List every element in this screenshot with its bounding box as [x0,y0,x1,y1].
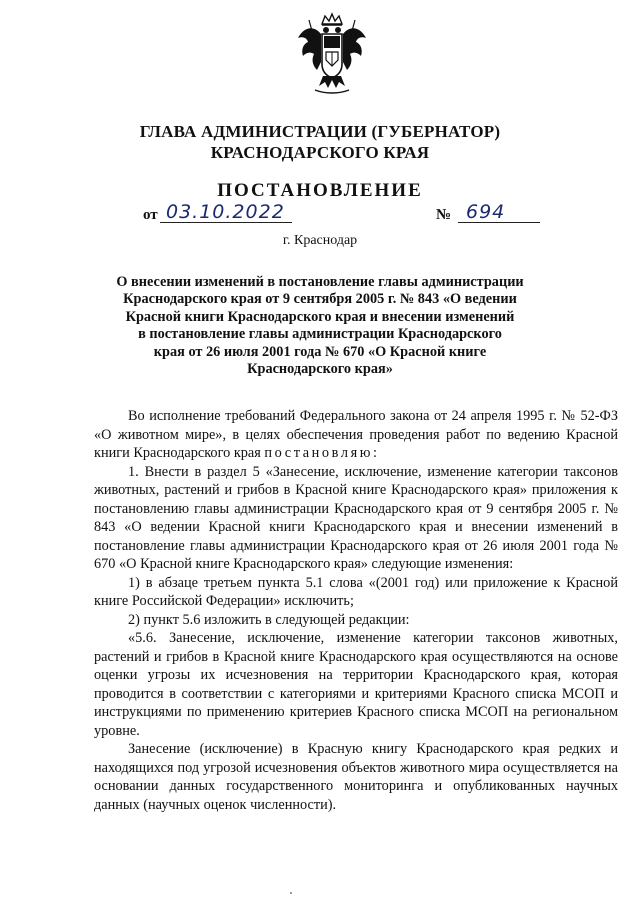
subject-line: Красной книги Краснодарского края и внесении изменений [125,308,515,325]
paragraph-clause-5-6: «5.6. Занесение, исключение, изменение категории таксонов животных, растений и грибов в Красной книге Краснодарского края осуществляются на основе оценки угрозы их исчезновения на территории Краснодарского края, которая проводится в соответствии с категориями и критериями Красного списка МСОП и инструкциями по применению критериев Красного списка МСОП на региональном уровне. [94,630,618,739]
document-type-title: ПОСТАНОВЛЕНИЕ [217,180,423,201]
number-label: № [436,207,452,223]
authority-title-line-1: ГЛАВА АДМИНИСТРАЦИИ (ГУБЕРНАТОР) [139,122,501,141]
subject-line: Краснодарского края от 9 сентября 2005 г. № 843 «О ведении [123,291,517,308]
preamble-text: Во исполнение требований Федерального закона от 24 апреля 1995 г. № 52-ФЗ «О животном мире», в целях обеспечения проведения работ по ведению Красной книги Краснодарского края [94,408,618,461]
subject-line: Краснодарского края» [247,361,393,378]
decree-word: постановляю: [264,445,380,461]
handwritten-date: 03.10.2022 [166,201,285,223]
paragraph-subitem-2: 2) пункт 5.6 изложить в следующей редакции: [128,611,410,628]
handwritten-number: 694 [466,201,506,223]
header-block [0,121,640,202]
paragraph-preamble [94,407,618,463]
paragraph-subitem-1: 1) в абзаце третьем пункта 5.1 слова «(2001 год) или приложение к Красной книге Российской Федерации» исключить; [94,574,618,609]
paragraph-item-1: 1. Внести в раздел 5 «Занесение, исключение, изменение категории таксонов животных, растений и грибов в Красной книге Краснодарского края» приложения к постановлению главы администрации Краснодарского края от 9 сентября 2005 г. № 843 «О ведении Красной книги Краснодарского края и внесении изменений в постановление главы администрации Краснодарского края от 26 июля 2001 года № 670 «О Красной книге Краснодарского края» следующие изменения: [94,463,618,572]
city-line: г. Краснодар [282,233,358,248]
authority-title-line-2: КРАСНОДАРСКОГО КРАЯ [210,143,430,162]
subject-line: края от 26 июля 2001 года № 670 «О Красной книге [153,343,487,360]
document-body [94,407,618,814]
date-label: от [143,207,158,223]
paragraph-clause-5-6-cont: Занесение (исключение) в Красную книгу Краснодарского края редких и находящихся под угрозой исчезновения объектов животного мира осуществляется на основании данных государственного мониторинга и опубликованных научных данных (научных оценок численности). [94,741,618,813]
subject-line: О внесении изменений в постановление главы администрации [116,274,524,290]
subject-line: в постановление главы администрации Краснодарского [138,326,502,343]
date-number-row [136,203,546,227]
page-speck [290,892,292,894]
coat-of-arms-emblem [295,12,369,96]
document-subject [110,274,530,378]
